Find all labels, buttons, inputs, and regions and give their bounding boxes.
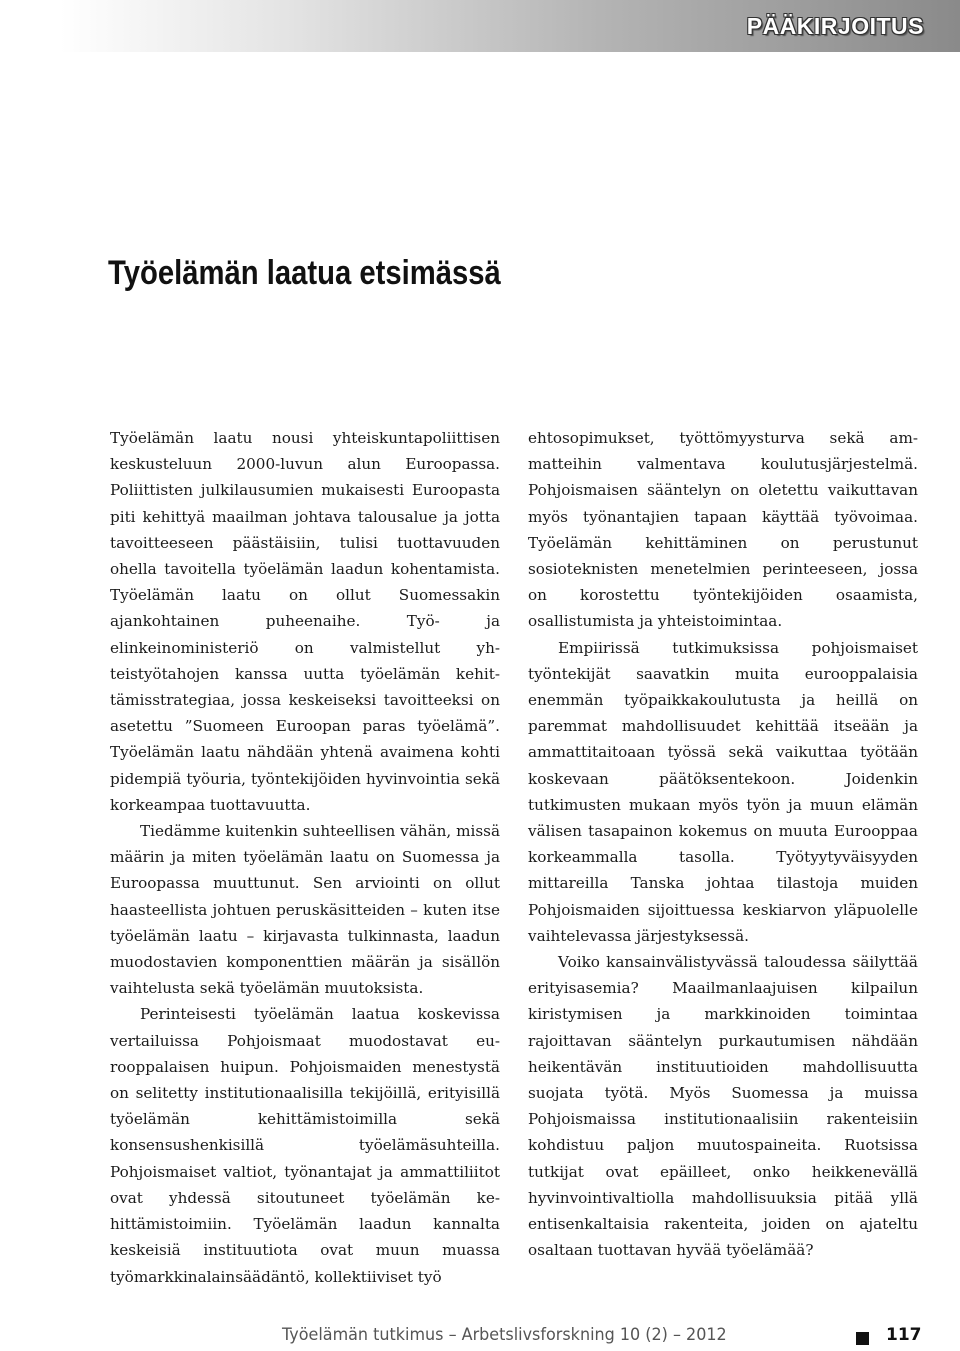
paragraph: Työelämän laatu nousi yhteiskuntapoliittisen keskusteluun 2000-luvun alun Euroopassa. Poliittisten julkilausumien mukaisesti Euroopasta piti kehittyä maailman johtava talousalue ja jotta tavoitteeseen päästäisiin, tulisi tuottavuuden ohella tavoitella työelämän laadun kohentamista. Työelämän laatu on ollut Suomessakin ajankohtainen puheenaihe. Työ- ja elinkeinoministeriö on valmistellut yhteistyötahojen kanssa uutta työelämän kehittämisstrategiaa, jossa keskeiseksi tavoitteeksi on asetettu ”Suomeen Euroopan paras työelämä”. Työelämän laatu nähdään yhtenä avaimena kohti pidempiä työuria, työntekijöiden hyvinvointia sekä korkeampaa tuottavuutta. xyxy=(110,429,500,814)
left-column xyxy=(110,425,500,1290)
paragraph: Empiirissä tutkimuksissa pohjoismaiset työntekijät saavatkin muita eurooppalaisia enemmän työpaikkakoulutusta ja heillä on paremmat mahdollisuudet kehittää itseään ja ammattitaitoaan työssä sekä vaikuttaa työtään koskevaan päätöksentekoon. Joidenkin tutkimusten mukaan myös työn ja muun elämän välisen tasapainon kokemus on muuta Eurooppaa korkeammalla tasolla. Työtyytyväisyyden mittareilla Tanska johtaa tilastoja muiden Pohjoismaiden sijoittuessa keskiarvon yläpuolelle vaihtelevassa järjestyksessä. xyxy=(528,638,918,945)
paragraph: Perinteisesti työelämän laatua koskevissa vertailuissa Pohjoismaat muodostavat eurooppalaisen huipun. Pohjoismaiden menestystä on selitetty institutionaalisilla tekijöillä, erityisillä työelämän kehittämistoimilla sekä konsensushenkisillä työelämäsuhteilla. Pohjoismaiset valtiot, työnantajat ja ammattiliitot ovat yhdessä sitoutuneet työelämän kehittämistoimiin. Työelämän laadun kannalta keskeisiä instituutiota ovat muun muassa työmarkkinalainsäädäntö, kollektiiviset työ xyxy=(110,1005,500,1286)
right-column xyxy=(528,425,918,1264)
footer-square-icon xyxy=(856,1332,869,1345)
journal-citation: Työelämän tutkimus – Arbetslivsforskning 10 (2) – 2012 xyxy=(282,1325,727,1345)
article-title: Työelämän laatua etsimässä xyxy=(108,254,501,292)
paragraph: Voiko kansainvälistyvässä taloudessa säilyttää erityisasemia? Maailmanlaajuisen kilpailun kiristymisen ja markkinoiden toimintaa rajoittavan sääntelyn purkautumisen nähdään heikentävän instituutioiden mahdollisuutta suojata työtä. Myös Suomessa ja muissa Pohjoismaissa institutionaalisiin rakenteisiin kohdistuu paljon muutospaineita. Ruotsissa tutkijat ovat epäilleet, onko heikkenevällä hyvinvointivaltiolla mahdollisuuksia pitää yllä entisenkaltaisia rakenteita, joiden on ajateltu osaltaan tuottavan hyvää työelämää? xyxy=(528,953,918,1260)
section-label: PÄÄKIRJOITUS xyxy=(746,13,924,39)
paragraph: ehtosopimukset, työttömyysturva sekä ammatteihin valmentava koulutusjärjestelmä. Pohjoismaisen sääntelyn on oletettu vaikuttavan myös työnantajien tapaan käyttää työvoimaa. Työelämän kehittäminen on perustunut sosioteknisten menetelmien perinteeseen, jossa on korostettu työntekijöiden osaamista, osallistumista ja yhteistoimintaa. xyxy=(528,429,918,631)
page-number: 117 xyxy=(886,1325,922,1345)
header-gradient-bar xyxy=(60,0,960,52)
paragraph: Tiedämme kuitenkin suhteellisen vähän, missä määrin ja miten työelämän laatu on Suomessa ja Euroopassa muuttunut. Sen arviointi on ollut haasteellista johtuen peruskäsitteiden – kuten itse työelämän laatu – kirjavasta tulkinnasta, laadun muodostavien komponenttien määrän ja sisällön vaihtelusta sekä työelämän muutoksista. xyxy=(110,822,500,998)
